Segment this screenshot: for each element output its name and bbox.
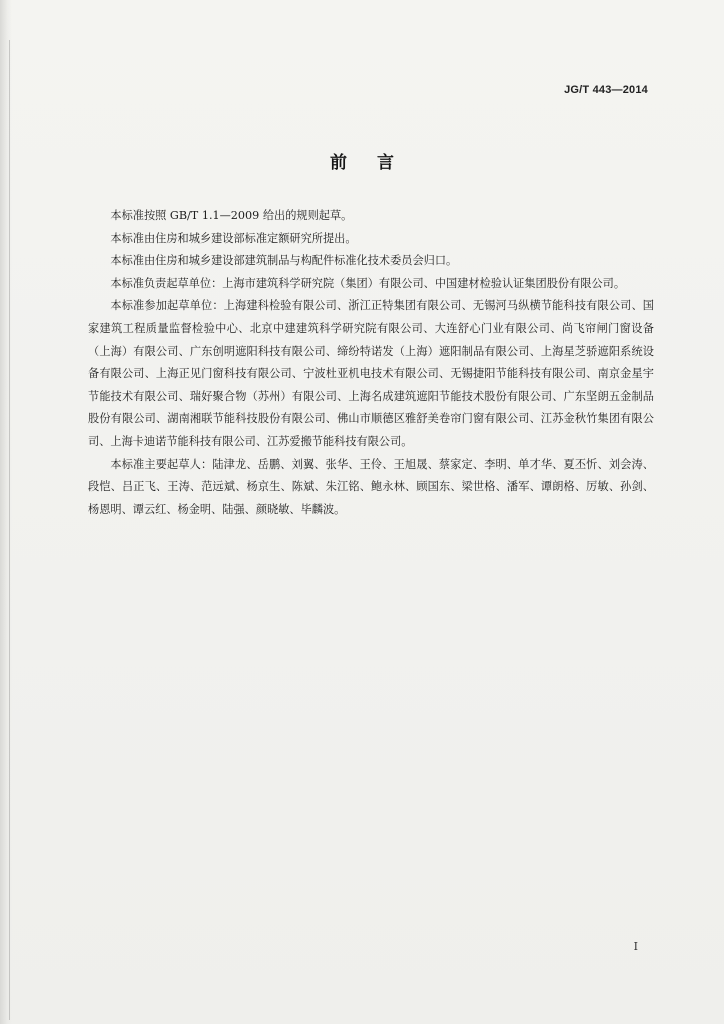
page-number: I xyxy=(633,940,638,953)
foreword-body xyxy=(88,205,654,521)
paragraph-participating-drafters: 本标准参加起草单位：上海建科检验有限公司、浙江正特集团有限公司、无锡河马纵横节能科技有限公司、国家建筑工程质量监督检验中心、北京中建建筑科学研究院有限公司、大连舒心门业有限公司、尚飞帘闸门窗设备（上海）有限公司、广东创明遮阳科技有限公司、缔纷特诺发（上海）遮阳制品有限公司、上海星芝骄遮阳系统设备有限公司、上海正见门窗科技有限公司、宁波杜亚机电技术有限公司、无锡捷阳节能科技有限公司、南京金星宇节能技术有限公司、瑞好聚合物（苏州）有限公司、上海名成建筑遮阳节能技术股份有限公司、广东坚朗五金制品股份有限公司、湖南湘联节能科技股份有限公司、佛山市顺德区雅舒美卷帘门窗有限公司、江苏金秋竹集团有限公司、上海卡迪诺节能科技有限公司、江苏爱搬节能科技有限公司。 xyxy=(88,299,654,448)
paragraph-lead-drafters: 本标准负责起草单位：上海市建筑科学研究院（集团）有限公司、中国建材检验认证集团股份有限公司。 xyxy=(110,276,626,290)
paragraph-drafting-rules: 本标准按照 GB/T 1.1—2009 给出的规则起草。 xyxy=(110,209,353,222)
paragraph-proposer: 本标准由住房和城乡建设部标准定额研究所提出。 xyxy=(110,231,357,245)
standard-code: JG/T 443—2014 xyxy=(564,84,648,96)
paragraph-main-drafters: 本标准主要起草人：陆津龙、岳鹏、刘翼、张华、王伶、王旭晟、蔡家定、李明、单才华、夏丕忻、刘会涛、段恺、吕正飞、王涛、范远斌、杨京生、陈斌、朱江铭、鲍永林、顾国东、梁世格、潘军、谭朗格、厉敏、孙剑、杨恩明、谭云红、杨金明、陆强、颜晓敏、毕麟波。 xyxy=(88,457,654,516)
page-title: 前言 xyxy=(330,153,424,173)
paragraph-jurisdiction: 本标准由住房和城乡建设部建筑制品与构配件标准化技术委员会归口。 xyxy=(110,254,458,268)
scan-edge-line xyxy=(9,40,10,1020)
